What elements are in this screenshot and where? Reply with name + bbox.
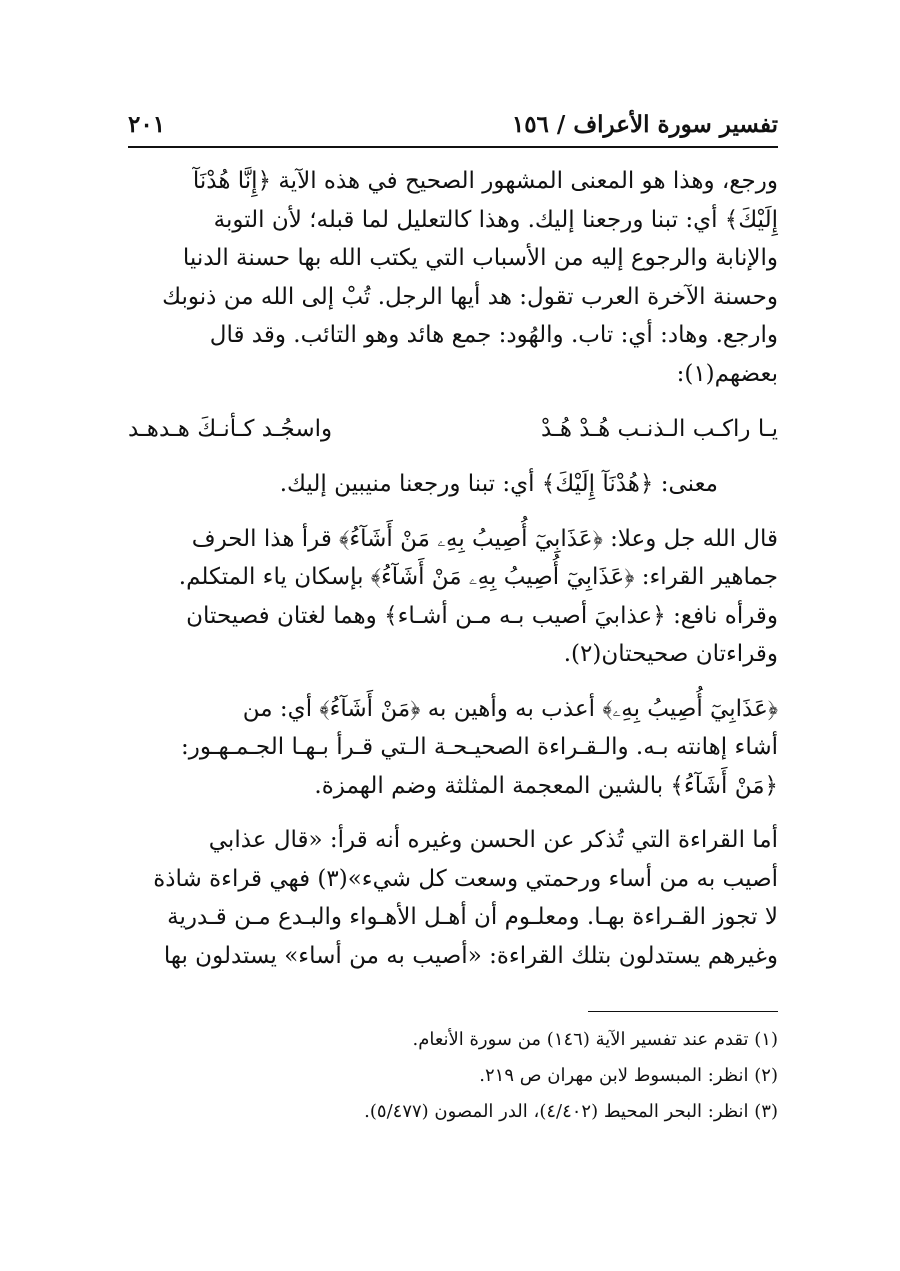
verse-first-hemistich: يـا راكـب الـذنـب هُـدْ هُـدْ <box>541 416 778 442</box>
footnote-2: (٢) انظر: المبسوط لابن مهران ص ٢١٩. <box>479 1065 778 1086</box>
footnotes <box>128 1022 778 1130</box>
paragraph-2 <box>128 520 778 674</box>
text-line: ﴿عَذَابِيٓ أُصِيبُ بِهِۦ﴾ أعذب به وأهين به ﴿مَنْ أَشَآءُ﴾ أي: من <box>242 695 778 722</box>
page-number: ٢٠١ <box>128 111 166 138</box>
text-line: جماهير القراء: ﴿عَذَابِيٓ أُصِيبُ بِهِۦ مَنْ أَشَآءُ﴾ بإسكان ياء المتكلم. <box>178 564 778 590</box>
spacer <box>128 449 778 465</box>
text-line: أما القراءة التي تُذكر عن الحسن وغيره أنه قرأ: «قال عذابي <box>208 827 778 853</box>
text-line: ﴿مَنْ أَشَآءُ﴾ بالشين المعجمة المثلثة وضم الهمزة. <box>314 772 778 799</box>
text-line: ورجع، وهذا هو المعنى المشهور الصحيح في هذه الآية ﴿إِنَّا هُدْنَآ <box>192 168 778 194</box>
text-line: وقرأه نافع: ﴿عذابيَ أصيب بـه مـن أشـاء﴾ وهما لغتان فصيحتان <box>186 602 778 629</box>
footnote-3: (٣) انظر: البحر المحيط (٤/٤٠٢)، الدر المصون (٥/٤٧٧). <box>364 1101 778 1122</box>
spacer <box>128 674 778 690</box>
text-line: وقراءتان صحيحتان(٢). <box>563 641 778 667</box>
text-line: لا تجوز القـراءة بهـا. ومعلـوم أن أهـل الأهـواء والبـدع مـن قـدرية <box>167 904 778 930</box>
paragraph-4 <box>128 821 778 975</box>
spacer <box>128 504 778 520</box>
header-title: تفسير سورة الأعراف / ١٥٦ <box>511 111 778 138</box>
footnote-1: (١) تقدم عند تفسير الآية (١٤٦) من سورة الأنعام. <box>412 1029 778 1050</box>
paragraph-1 <box>128 162 778 393</box>
running-header <box>128 108 778 142</box>
text-line: وحسنة الآخرة العرب تقول: هد أيها الرجل. تُبْ إلى الله من ذنوبك <box>162 283 778 310</box>
footnote-divider <box>588 1011 778 1012</box>
text-line: وارجع. وهاد: أي: تاب. والهُود: جمع هائد وهو التائب. وقد قال <box>209 322 778 348</box>
spacer <box>128 805 778 821</box>
meaning-line: معنى: ﴿هُدْنَآ إِلَيْكَ﴾ أي: تبنا ورجعنا منيبين إليك. <box>279 471 718 497</box>
spacer <box>128 393 778 409</box>
text-line: أصيب به من أساء ورحمتي وسعت كل شيء»(٣) فهي قراءة شاذة <box>153 865 778 892</box>
header-divider <box>128 146 778 148</box>
paragraph-3 <box>128 690 778 806</box>
text-line: والإنابة والرجوع إليه من الأسباب التي يكتب الله بها حسنة الدنيا <box>182 245 778 271</box>
poetry-verse <box>128 409 778 449</box>
book-page <box>128 108 778 1130</box>
text-line: وغيرهم يستدلون بتلك القراءة: «أصيب به من أساء» يستدلون بها <box>163 942 778 969</box>
text-line: بعضهم(١): <box>676 360 778 387</box>
verse-second-hemistich: واسجُـد كـأنـكَ هـدهـد <box>128 416 333 442</box>
text-line: قال الله جل وعلا: ﴿عَذَابِيٓ أُصِيبُ بِهِۦ مَنْ أَشَآءُ﴾ قرأ هذا الحرف <box>191 525 778 552</box>
text-line: أشاء إهانته بـه. والـقـراءة الصحيـحـة الـتي قـرأ بـهـا الجـمـهـور: <box>181 734 778 760</box>
text-line: إِلَيْكَ﴾ أي: تبنا ورجعنا إليك. وهذا كالتعليل لما قبله؛ لأن التوبة <box>213 206 778 233</box>
